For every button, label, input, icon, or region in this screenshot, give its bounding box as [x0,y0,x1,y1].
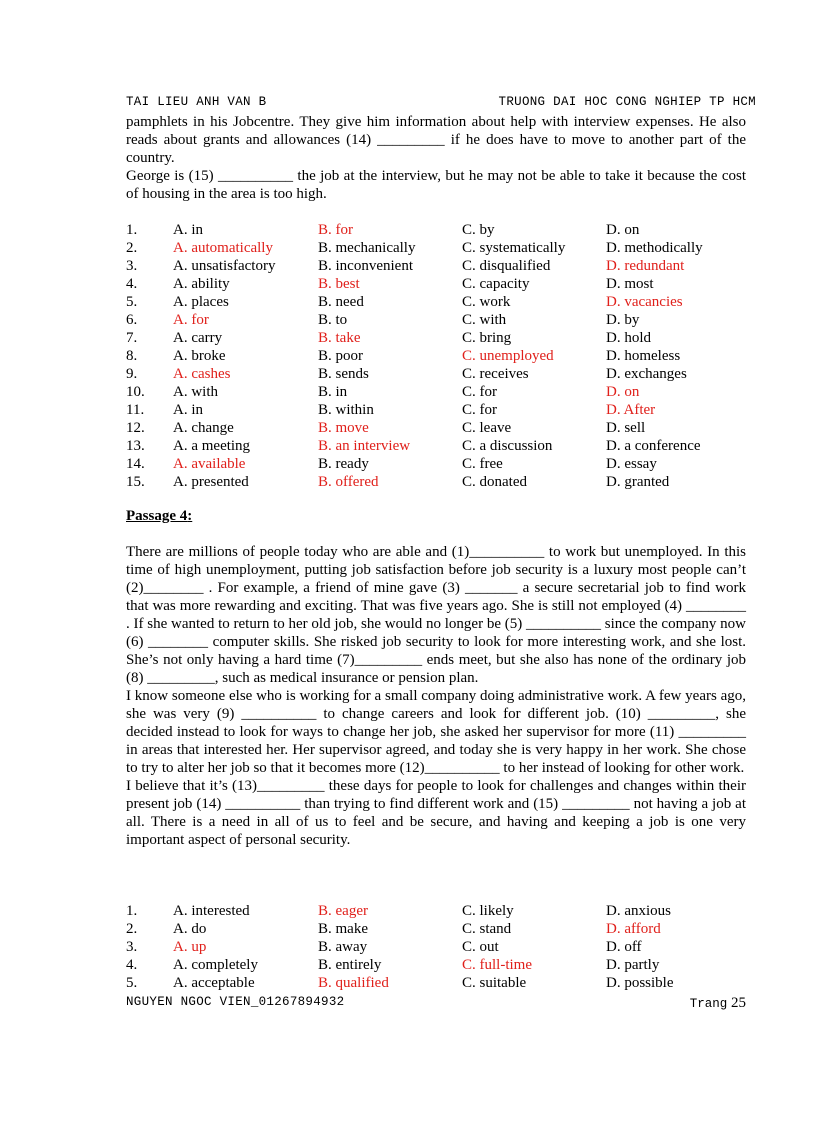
option-a: A. ability [173,276,230,292]
question-number: 3. [126,939,138,955]
question-number: 7. [126,330,138,346]
option-d: D. vacancies [606,294,683,310]
answer-row [126,275,746,293]
answer-row [126,257,746,275]
page-number: 25 [731,995,746,1011]
option-a: A. a meeting [173,438,251,454]
passage3-tail [126,113,746,203]
passage4-title-text: Passage 4 [126,508,188,524]
question-number: 8. [126,348,138,364]
header-left: TAI LIEU ANH VAN B [126,95,267,109]
answer-table-passage4 [126,902,746,992]
option-b: B. in [318,384,348,400]
option-c: C. likely [462,903,514,919]
option-c: C. for [462,384,497,400]
option-d: D. by [606,312,640,328]
footer-author: NGUYEN NGOC VIEN_01267894932 [126,995,345,1009]
option-c: C. work [462,294,511,310]
answer-row [126,473,746,491]
option-b: B. eager [318,903,368,919]
question-number: 12. [126,420,145,436]
option-b: B. an interview [318,438,411,454]
option-c: C. suitable [462,975,527,991]
option-b: B. mechanically [318,240,416,256]
option-a: A. automatically [173,240,273,256]
question-number: 5. [126,975,138,991]
option-d: D. a conference [606,438,701,454]
option-c: C. disqualified [462,258,551,274]
option-c: C. systematically [462,240,566,256]
option-d: D. on [606,222,640,238]
option-d: D. afford [606,921,661,937]
answer-row [126,902,746,920]
option-c: C. by [462,222,495,238]
option-c: C. donated [462,474,527,490]
question-number: 11. [126,402,145,418]
option-b: B. best [318,276,360,292]
option-c: C. bring [462,330,512,346]
option-c: C. with [462,312,507,328]
option-a: A. for [173,312,209,328]
option-d: D. methodically [606,240,703,256]
option-c: C. out [462,939,499,955]
question-number: 14. [126,456,145,472]
option-b: B. for [318,222,353,238]
option-a: A. interested [173,903,250,919]
option-c: C. free [462,456,503,472]
paragraph: pamphlets in his Jobcentre. They give him information about help with interview expenses. He also reads about grants and allowances (14) _________ if he does have to move to another part of the country. [126,114,746,166]
option-d: D. off [606,939,642,955]
question-number: 15. [126,474,145,490]
option-b: B. to [318,312,348,328]
option-b: B. qualified [318,975,389,991]
passage4-body [126,543,746,849]
answer-row [126,956,746,974]
answer-row [126,419,746,437]
answer-row [126,974,746,992]
option-a: A. in [173,402,203,418]
answer-table-passage3 [126,221,746,491]
answer-row [126,365,746,383]
option-c: C. a discussion [462,438,553,454]
option-a: A. completely [173,957,258,973]
option-d: D. exchanges [606,366,687,382]
answer-row [126,293,746,311]
option-d: D. sell [606,420,646,436]
option-b: B. sends [318,366,369,382]
option-b: B. make [318,921,368,937]
answer-row [126,938,746,956]
option-c: C. leave [462,420,512,436]
answer-row [126,920,746,938]
passage4-title [126,508,192,525]
option-d: D. granted [606,474,670,490]
question-number: 3. [126,258,138,274]
answer-row [126,401,746,419]
paragraph: I believe that it’s (13)_________ these days for people to look for challenges and changes within their present job (14) __________ than trying to find different work and (15) _________ not having a job at all. There is a need in all of us to feel and be secure, and having and keeping a job is one very important aspect of personal security. [126,778,746,848]
option-b: B. ready [318,456,369,472]
answer-row [126,383,746,401]
answer-row [126,455,746,473]
question-number: 6. [126,312,138,328]
option-d: D. hold [606,330,651,346]
option-d: D. After [606,402,656,418]
option-c: C. stand [462,921,512,937]
option-a: A. carry [173,330,223,346]
answer-row [126,239,746,257]
question-number: 2. [126,921,138,937]
option-b: B. offered [318,474,379,490]
option-b: B. take [318,330,361,346]
option-d: D. essay [606,456,657,472]
option-c: C. capacity [462,276,530,292]
option-c: C. receives [462,366,529,382]
answer-row [126,311,746,329]
answer-row [126,329,746,347]
option-b: B. poor [318,348,363,364]
page-label: Trang [689,997,728,1011]
question-number: 2. [126,240,138,256]
option-c: C. unemployed [462,348,554,364]
option-a: A. presented [173,474,249,490]
question-number: 4. [126,957,138,973]
question-number: 5. [126,294,138,310]
option-d: D. partly [606,957,660,973]
option-d: D. on [606,384,640,400]
option-a: A. places [173,294,229,310]
option-a: A. broke [173,348,226,364]
option-a: A. unsatisfactory [173,258,276,274]
option-c: C. for [462,402,497,418]
paragraph: There are millions of people today who are able and (1)__________ to work but unemployed. In this time of high unemployment, putting job satisfaction before job security is a luxury most people can’t (2)________ . For example, a friend of mine gave (3) _______ a secure secretarial job to find work that was more rewarding and exciting. That was five years ago. She is still not employed (4) ________ . If she wanted to return to her old job, she would no longer be (5) __________ since the company now (6) ________ computer skills. She risked job security to look for more interesting work, and she lost. She’s not only having a hard time (7)_________ ends meet, but she also has none of the ordinary job (8) _________, such as medical insurance or pension plan. [126,544,746,686]
option-b: B. inconvenient [318,258,413,274]
option-a: A. up [173,939,207,955]
question-number: 10. [126,384,145,400]
paragraph: George is (15) __________ the job at the interview, but he may not be able to take it because the cost of housing in the area is too high. [126,168,746,202]
option-a: A. acceptable [173,975,255,991]
option-a: A. in [173,222,203,238]
question-number: 9. [126,366,138,382]
option-b: B. entirely [318,957,382,973]
answer-row [126,437,746,455]
question-number: 1. [126,903,138,919]
question-number: 1. [126,222,138,238]
question-number: 13. [126,438,145,454]
paragraph: I know someone else who is working for a small company doing administrative work. A few years ago, she was very (9) __________ to change careers and look for different job. (10) _________, she decided instead to look for ways to change her job, she asked her supervisor for more (11) _________ in areas that interested her. Her supervisor agreed, and today she is very happy in her work. She chose to try to alter her job so that it becomes more (12)__________ to her instead of looking for other work. [126,688,746,776]
option-a: A. available [173,456,246,472]
option-a: A. cashes [173,366,231,382]
answer-row [126,221,746,239]
option-a: A. change [173,420,234,436]
header-right: TRUONG DAI HOC CONG NGHIEP TP HCM [498,95,756,109]
question-number: 4. [126,276,138,292]
option-b: B. within [318,402,374,418]
option-b: B. need [318,294,364,310]
option-d: D. homeless [606,348,681,364]
option-a: A. do [173,921,207,937]
option-d: D. redundant [606,258,685,274]
passage4-title-colon: : [187,508,193,524]
option-d: D. anxious [606,903,671,919]
option-c: C. full-time [462,957,532,973]
option-b: B. move [318,420,369,436]
option-a: A. with [173,384,218,400]
option-b: B. away [318,939,368,955]
answer-row [126,347,746,365]
footer-page [690,995,746,1012]
option-d: D. most [606,276,654,292]
option-d: D. possible [606,975,674,991]
